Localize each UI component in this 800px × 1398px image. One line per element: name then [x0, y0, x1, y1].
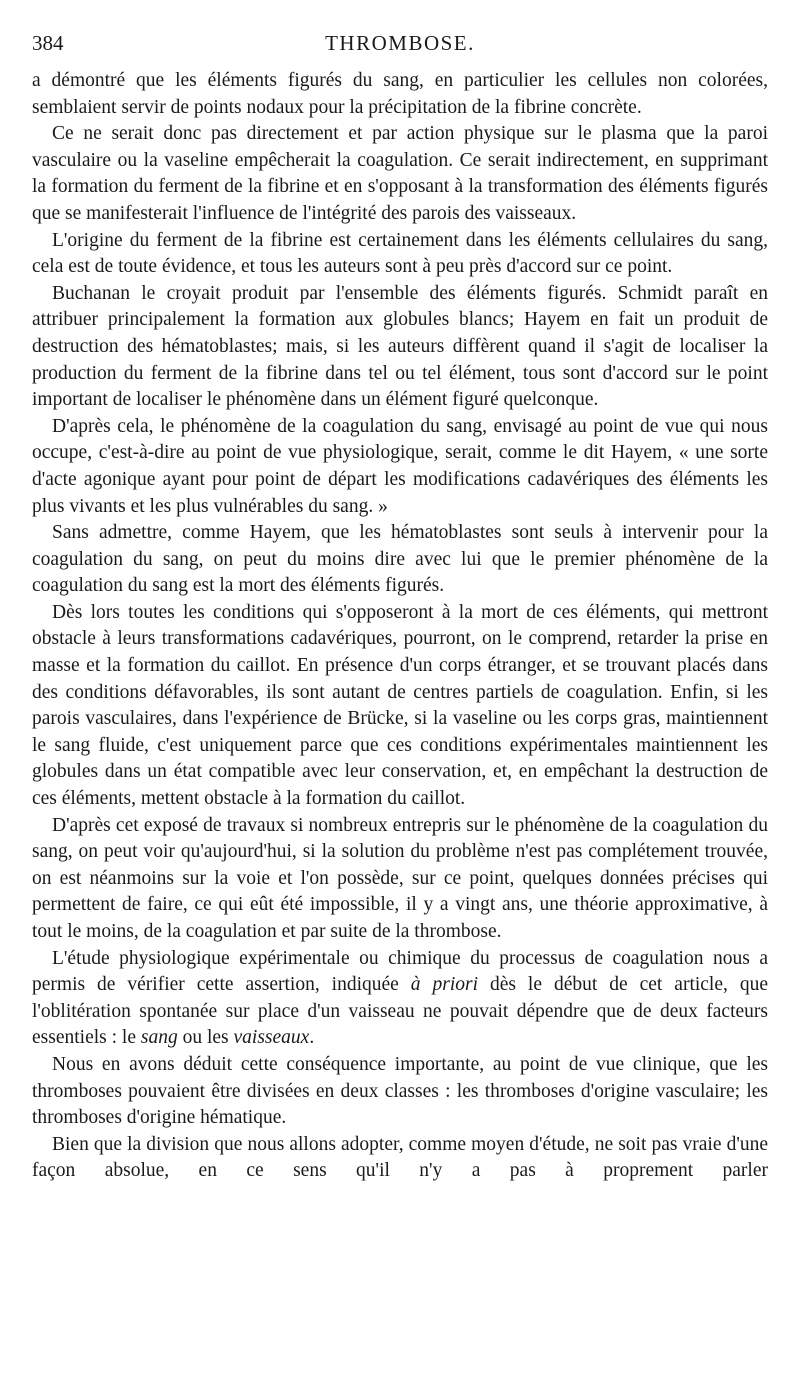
running-title: THROMBOSE. — [325, 31, 475, 55]
paragraph: D'après cela, le phénomène de la coagulation du sang, envisagé au point de vue qui nous occupe, c'est-à-dire au point de vue physiologique, serait, comme le dit Hayem, « une sorte d'acte agonique ayant pour point de départ les modifications cadavériques des éléments les plus vivants et les plus vulnérables du sang. » — [32, 415, 768, 517]
paragraph: Nous en avons déduit cette conséquence importante, au point de vue clinique, que les thromboses pouvaient être divisées en deux classes : les thromboses d'origine vasculaire; les thromboses d'origine hématique. — [32, 1053, 768, 1129]
paragraph — [32, 946, 768, 1052]
italic-text: sang — [140, 1027, 178, 1049]
document-page — [32, 28, 768, 1185]
paragraph: Buchanan le croyait produit par l'ensemble des éléments figurés. Schmidt paraît en attribuer principalement la formation aux globules blancs; Hayem en fait un produit de destruction des hématoblastes; mais, si les auteurs diffèrent quand il s'agit de localiser la production du ferment de la fibrine dans tel ou tel élément, tous sont d'accord sur le point important de localiser le phénomène dans un élément figuré quelconque. — [32, 282, 768, 411]
paragraph: D'après cet exposé de travaux si nombreux entrepris sur le phénomène de la coagulation du sang, on peut voir qu'aujourd'hui, si la solution du problème n'est pas complétement trouvée, on est néanmoins sur la voie et l'on possède, sur ce point, quelques données précises qui permettent de faire, ce qui eût été impossible, il y a vingt ans, une théorie approximative, à tout le moins, de la coagulation et par suite de la thrombose. — [32, 814, 768, 942]
text-run: L'étude physiologique expérimentale ou chimique du processus de coagulation nous a permis de vérifier cette assertion, indiquée — [32, 947, 768, 996]
paragraph: Sans admettre, comme Hayem, que les hématoblastes sont seuls à intervenir pour la coagulation du sang, on peut du moins dire avec lui que le premier phénomène de la coagulation du sang est la mort des éléments figurés. — [32, 522, 768, 597]
body-text — [32, 68, 768, 1185]
paragraph: Dès lors toutes les conditions qui s'opposeront à la mort de ces éléments, qui mettront obstacle à leurs transformations cadavériques, pourront, on le comprend, retarder la prise en masse et la formation du caillot. En présence d'un corps étranger, et se trouvant placés dans des conditions défavorables, ils sont autant de centres partiels de coagulation. Enfin, si les parois vasculaires, dans l'expérience de Brücke, si la vaseline ou les corps gras, maintiennent le sang fluide, c'est uniquement parce que ces conditions expérimentales maintiennent les globules dans un état compatible avec leur conservation, et, en empêchant la destruction de ces éléments, mettent obstacle à la formation du caillot. — [32, 601, 768, 810]
page-header — [32, 28, 768, 58]
paragraph: L'origine du ferment de la fibrine est certainement dans les éléments cellulaires du sang, cela est de toute évidence, et tous les auteurs sont à peu près d'accord sur ce point. — [32, 229, 768, 278]
page-number: 384 — [32, 31, 64, 55]
text-run: . — [309, 1027, 315, 1049]
paragraph: Bien que la division que nous allons adopter, comme moyen d'étude, ne soit pas vraie d'une façon absolue, en ce sens qu'il n'y a pas à proprement parler — [32, 1133, 768, 1182]
text-run: dès le début de cet article, que l'oblitération spontanée sur place d'un vaisseau ne pouvait dépendre que de deux facteurs essentiels : le — [32, 974, 768, 1049]
paragraph: Ce ne serait donc pas directement et par action physique sur le plasma que la paroi vasculaire ou la vaseline empêcherait la coagulation. Ce serait indirectement, en supprimant la formation du ferment de la fibrine et en s'opposant à la transformation des éléments figurés que se manifesterait l'influence de l'intégrité des parois des vaisseaux. — [32, 123, 768, 224]
italic-text: vaisseaux — [233, 1027, 310, 1049]
paragraph: a démontré que les éléments figurés du sang, en particulier les cellules non colorées, semblaient servir de points nodaux pour la précipitation de la fibrine concrète. — [32, 70, 768, 118]
italic-text: à priori — [410, 974, 478, 996]
text-run: ou les — [177, 1027, 234, 1049]
